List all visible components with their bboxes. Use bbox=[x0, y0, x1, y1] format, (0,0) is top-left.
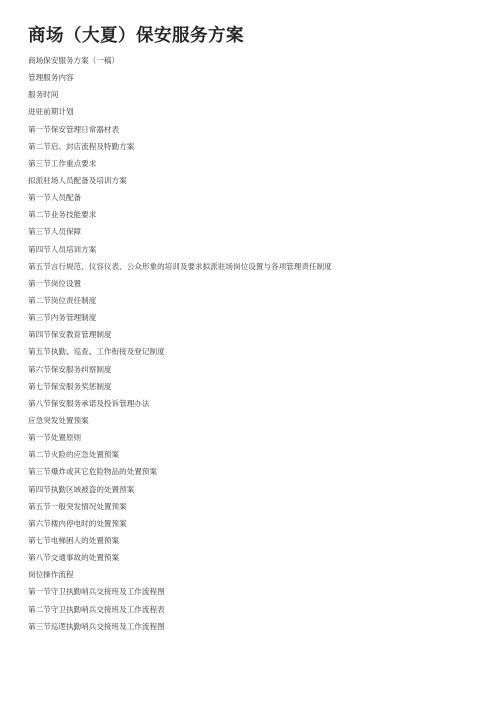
toc-line: 第七节电梯困人的处置预案 bbox=[28, 535, 120, 545]
toc-line: 第五节执勤、巡查、工作衔接及登记制度 bbox=[28, 347, 165, 357]
toc-line: 第六节楼内停电时的处置预案 bbox=[28, 518, 127, 528]
toc-line: 第四节保安教育管理制度 bbox=[28, 330, 112, 340]
toc-line: 第三节巡逻执勤哨兵交接班及工作流程图 bbox=[28, 621, 165, 631]
toc-line: 商场保安服务方案（一稿） bbox=[28, 56, 120, 65]
toc-line: 拟派驻场人员配备及培训方案 bbox=[28, 175, 127, 185]
toc-line: 第一节岗位设置 bbox=[28, 278, 82, 288]
toc-line: 第三节内务管理制度 bbox=[28, 313, 97, 323]
toc-line: 应急突发处置预案 bbox=[28, 415, 89, 425]
table-of-contents bbox=[28, 52, 332, 635]
toc-line: 进驻前期计划 bbox=[28, 107, 74, 117]
toc-line: 第二节启、封店流程及特勤方案 bbox=[28, 141, 135, 151]
toc-line: 第三节人员保障 bbox=[28, 227, 82, 237]
toc-line: 岗位操作流程 bbox=[28, 570, 74, 580]
toc-line: 第一节保安管理日常器材表 bbox=[28, 124, 120, 134]
toc-line: 第七节保安服务奖惩制度 bbox=[28, 381, 112, 391]
toc-line: 管理服务内容 bbox=[28, 73, 74, 83]
toc-line: 第一节人员配备 bbox=[28, 193, 82, 203]
toc-line: 第一节处置原则 bbox=[28, 433, 82, 443]
toc-line: 第八节交通事故的处置预案 bbox=[28, 553, 120, 563]
document-title: 商场（大夏）保安服务方案 bbox=[28, 26, 244, 46]
toc-line: 第八节保安服务承诺及投诉管理办法 bbox=[28, 398, 150, 408]
toc-line: 第四节执勤区域被盗的处置预案 bbox=[28, 484, 135, 494]
toc-line: 第五节言行规范、仪容仪表、公众形象的培训及要求拟派驻场岗位设置与各项管理责任制度 bbox=[28, 261, 332, 271]
toc-line: 第四节人员培训方案 bbox=[28, 244, 97, 254]
toc-line: 第三节工作重点要求 bbox=[28, 158, 97, 168]
toc-line: 第五节一般突发情况处置预案 bbox=[28, 501, 127, 511]
toc-line: 第六节保安服务纠察制度 bbox=[28, 364, 112, 374]
toc-line: 服务时间 bbox=[28, 90, 59, 100]
toc-line: 第二节火险的应急处置预案 bbox=[28, 450, 120, 460]
toc-line: 第一节守卫执勤哨兵交接班及工作流程图 bbox=[28, 587, 165, 597]
toc-line: 第二节业务技能要求 bbox=[28, 210, 97, 220]
toc-line: 第三节爆炸或其它危险物品的处置预案 bbox=[28, 467, 158, 477]
toc-line: 第二节岗位责任制度 bbox=[28, 295, 97, 305]
toc-line: 第二节守卫执勤哨兵交接班及工作流程表 bbox=[28, 604, 165, 614]
